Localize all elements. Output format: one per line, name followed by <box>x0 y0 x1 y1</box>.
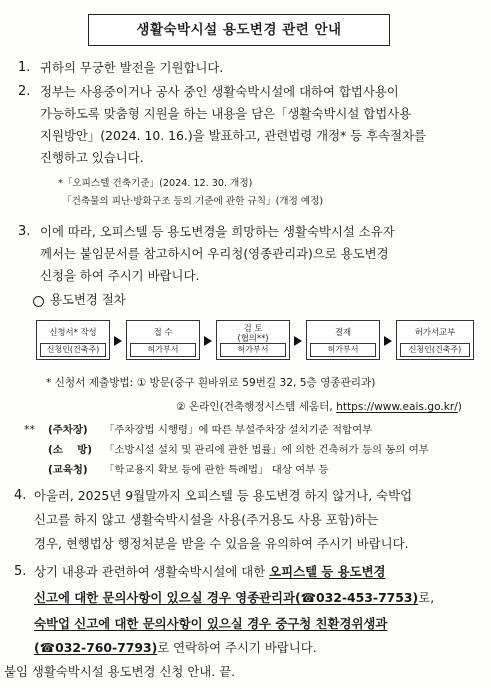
arrow-right-icon <box>384 336 392 346</box>
eais-link[interactable]: https://www.eais.go.kr/ <box>336 401 458 413</box>
arrow-right-icon <box>294 336 302 346</box>
item2-line: 가능하도록 맞춤형 지원을 하는 내용을 담은「생활숙박시설 합법사용 <box>40 106 412 121</box>
consult-text: 「학교용지 확보 등에 관한 특례법」 대상 여부 등 <box>104 464 329 476</box>
item5-line: 신고에 대한 문의사항이 있으실 경우 영종관리과(☎032-453-7753)로, <box>34 590 435 605</box>
step-actor: 신청인(건축주) <box>40 343 106 357</box>
arrow-right-icon <box>204 336 212 346</box>
consult-label: (주차장) <box>48 424 88 436</box>
step-label: 접 수 <box>153 327 173 337</box>
consult-text: 「소방시설 설치 및 관리에 관한 법률」에 의한 건축허가 등의 동의 여부 <box>104 444 429 456</box>
item2-footnote: *「오피스텔 건축기준」(2024. 12. 30. 개정) <box>58 178 253 189</box>
document-title: 생활숙박시설 용도변경 관련 안내 <box>88 14 390 46</box>
consult-marker: ** <box>24 423 35 436</box>
process-title: 용도변경 절차 <box>50 292 126 307</box>
item-number: 1. <box>18 60 31 75</box>
item-number: 3. <box>18 224 31 239</box>
item-number: 4. <box>14 488 27 503</box>
item3-line: 이에 따라, 오피스텔 등 용도변경을 희망하는 생활숙박시설 소유자 <box>40 224 395 239</box>
arrow-right-icon <box>114 336 122 346</box>
item2-footnote: 「건축물의 피난·방화구조 등의 기준에 관한 규칙」(개정 예정) <box>62 196 324 207</box>
process-step-issue <box>396 320 474 360</box>
step-actor: 신청인(건축주) <box>400 343 470 357</box>
item4-line: 신고를 하지 않고 생활숙박시설을 사용(주거용도 사용 포함)하는 <box>34 512 379 527</box>
step-label: 허가서교부 <box>414 327 456 337</box>
step-actor: 허가부서 <box>130 343 196 357</box>
process-step-apply <box>36 320 110 360</box>
attachment-line: 붙임 생활숙박시설 용도변경 신청 안내. 끝. <box>4 664 236 679</box>
step-label: 신청서* 작성 <box>49 327 97 337</box>
item4-line: 경우, 현행법상 행정처분을 받을 수 있음을 유의하여 주시기 바랍니다. <box>34 536 409 551</box>
item2-line: 정부는 사용중이거나 공사 중인 생활숙박시설에 대하여 합법사용이 <box>40 84 399 99</box>
consult-text: 「주차장법 시행령」에 따른 부설주차장 설치기준 적합여부 <box>104 424 373 436</box>
consult-label: (교육청) <box>48 464 88 476</box>
step-sublabel: (협의**) <box>237 333 269 343</box>
step-label: 검 토 <box>243 323 263 333</box>
item2-line: 지원방안」(2024. 10. 16.)을 발표하고, 관련법령 개정* 등 후속절차를 <box>40 128 427 143</box>
process-step-approve <box>306 320 380 360</box>
submit-method-online: ② 온라인(건축행정시스템 세움터, https://www.eais.go.kr/) <box>176 401 462 413</box>
circle-bullet-icon <box>33 296 44 307</box>
step-label: 결재 <box>334 327 352 337</box>
process-step-receive <box>126 320 200 360</box>
item2-line: 진행하고 있습니다. <box>40 150 144 165</box>
item5-line: (☎032-760-7793)로 연락하여 주시기 바랍니다. <box>34 640 317 655</box>
item5-line: 상기 내용과 관련하여 생활숙박시설에 대한 오피스텔 등 용도변경 <box>34 564 386 579</box>
item3-line: 신청을 하여 주시기 바랍니다. <box>40 268 200 283</box>
item1-text: 귀하의 무궁한 발전을 기원합니다. <box>40 60 224 75</box>
item-number: 2. <box>18 84 31 99</box>
submit-method-visit: * 신청서 제출방법: ① 방문(중구 흰바위로 59번길 32, 5층 영종관리과) <box>46 377 376 389</box>
item3-line: 께서는 붙임문서를 참고하시어 우리청(영종관리과)으로 용도변경 <box>40 246 389 261</box>
process-step-review <box>216 320 290 360</box>
item-number: 5. <box>14 564 27 579</box>
item4-line: 아울러, 2025년 9월말까지 오피스텔 등 용도변경 하지 않거나, 숙박업 <box>34 488 413 503</box>
item5-line: 숙박업 신고에 대한 문의사항이 있으실 경우 중구청 친환경위생과 <box>34 616 388 631</box>
consult-label: (소 방) <box>48 444 93 456</box>
step-actor: 허가부서 <box>220 343 286 357</box>
step-actor: 허가부서 <box>310 343 376 357</box>
